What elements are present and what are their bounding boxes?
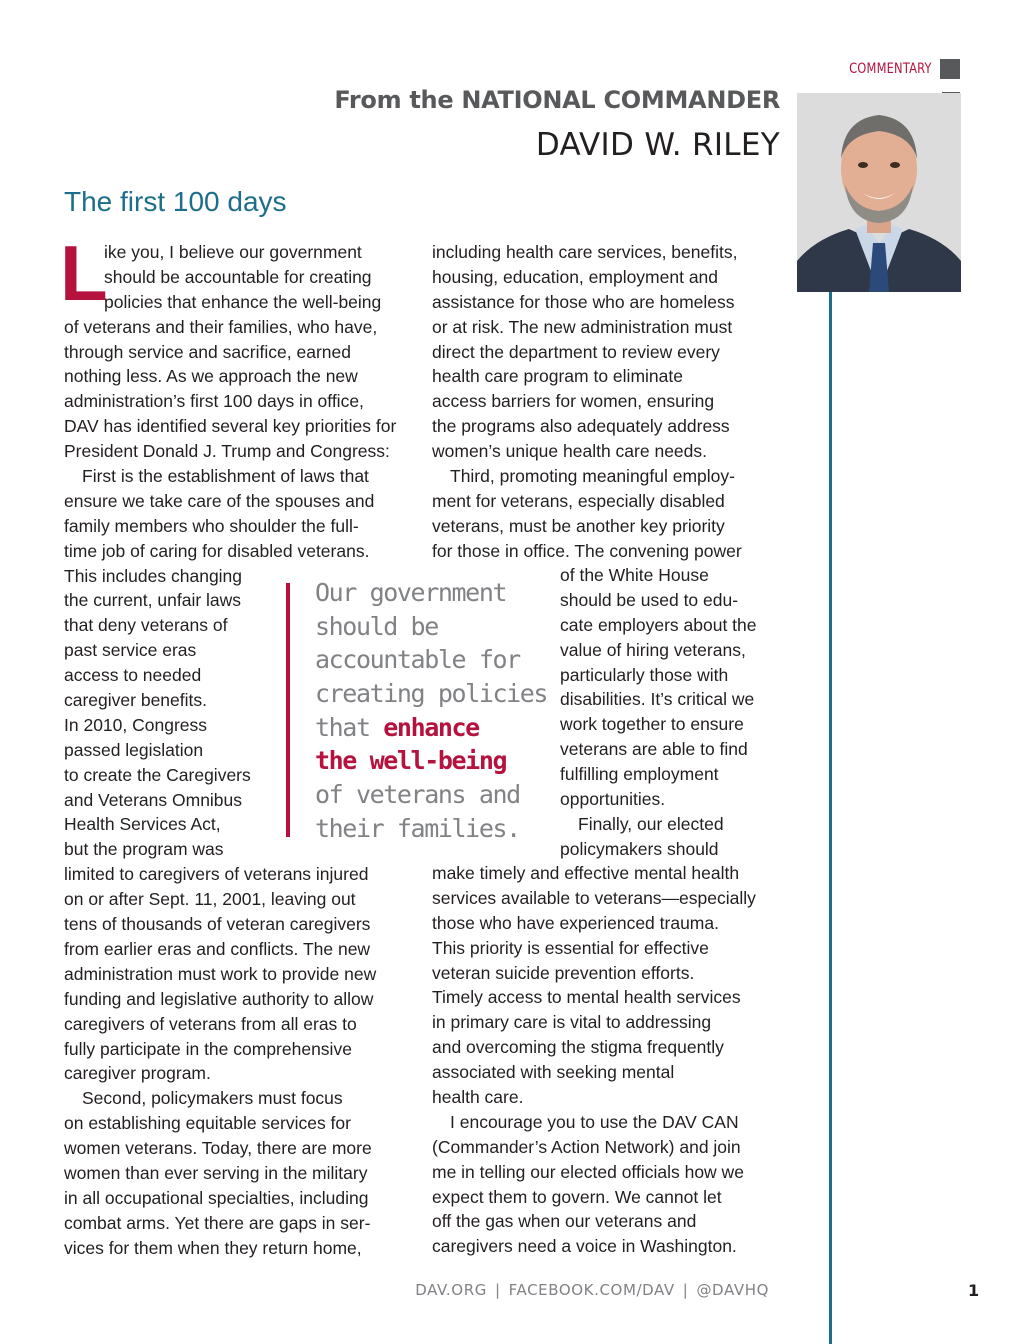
author-photo bbox=[797, 93, 961, 292]
text-line: Finally, our elected bbox=[578, 813, 724, 834]
text-line: ensure we take care of the spouses and bbox=[64, 490, 375, 511]
pull-quote-highlight: the well-being bbox=[315, 746, 507, 776]
text-line: make timely and effective mental health bbox=[432, 863, 740, 883]
footer-twitter-link[interactable]: @DAVHQ bbox=[696, 1281, 769, 1299]
text-line: particularly those with bbox=[560, 664, 729, 685]
text-line: women veterans. Today, there are more bbox=[64, 1138, 372, 1159]
text-line: vices for them when they return home, bbox=[64, 1237, 362, 1258]
text-line: should be used to edu- bbox=[560, 589, 739, 610]
text-line: ike you, I believe our government bbox=[104, 242, 362, 262]
text-line: opportunities. bbox=[560, 789, 666, 810]
text-line: on or after Sept. 11, 2001, leaving out bbox=[64, 889, 356, 910]
text-line: from earlier eras and conflicts. The new bbox=[64, 938, 371, 959]
text-line: caregivers need a voice in Washington. bbox=[432, 1236, 737, 1257]
text-line: President Donald J. Trump and Congress: bbox=[64, 441, 390, 462]
text-line: tens of thousands of veteran caregivers bbox=[64, 914, 371, 935]
pull-quote-text: that bbox=[315, 712, 384, 742]
text-line: and overcoming the stigma frequently bbox=[432, 1037, 724, 1058]
text-line: funding and legislative authority to allow bbox=[64, 988, 374, 1009]
text-line: but the program was bbox=[64, 839, 224, 860]
pull-quote-line: creating policies bbox=[315, 679, 548, 709]
text-line: should be accountable for creating bbox=[104, 266, 372, 287]
column-rule bbox=[829, 292, 832, 1344]
article-column-2-bottom bbox=[432, 861, 756, 1259]
text-line: in primary care is vital to addressing bbox=[432, 1012, 712, 1033]
text-line: family members who shoulder the full- bbox=[64, 515, 359, 536]
text-line: value of hiring veterans, bbox=[560, 639, 746, 660]
text-line: time job of caring for disabled veterans. bbox=[64, 540, 370, 561]
text-line: off the gas when our veterans and bbox=[432, 1211, 697, 1232]
text-line: This includes changing bbox=[64, 565, 243, 586]
text-line: past service eras bbox=[64, 640, 197, 661]
text-line: passed legislation bbox=[64, 739, 204, 760]
text-line: First is the establishment of laws that bbox=[82, 466, 369, 487]
text-line: policymakers should bbox=[560, 838, 719, 859]
text-line: veteran suicide prevention efforts. bbox=[432, 962, 695, 983]
text-line: limited to caregivers of veterans injured bbox=[64, 864, 369, 885]
text-line: associated with seeking mental bbox=[432, 1062, 675, 1083]
pull-quote-bar bbox=[286, 583, 290, 837]
text-line: including health care services, benefits, bbox=[432, 242, 738, 262]
text-line: those who have experienced trauma. bbox=[432, 912, 719, 933]
text-line: assistance for those who are homeless bbox=[432, 291, 735, 312]
article-column-2-narrow bbox=[560, 563, 757, 862]
text-line: or at risk. The new administration must bbox=[432, 316, 733, 337]
text-line: ment for veterans, especially disabled bbox=[432, 490, 725, 511]
text-line: Third, promoting meaningful employ- bbox=[450, 466, 735, 487]
text-line: health care. bbox=[432, 1087, 524, 1108]
text-line: to create the Caregivers bbox=[64, 764, 251, 785]
footer-site-link[interactable]: DAV.ORG bbox=[415, 1281, 487, 1299]
text-line: work together to ensure bbox=[560, 714, 744, 735]
text-line: housing, education, employment and bbox=[432, 266, 719, 287]
text-line: expect them to govern. We cannot let bbox=[432, 1186, 722, 1207]
text-line: cate employers about the bbox=[560, 614, 757, 635]
text-line: the programs also adequately address bbox=[432, 416, 730, 437]
text-line: administration must work to provide new bbox=[64, 963, 377, 984]
text-line: caregiver program. bbox=[64, 1063, 211, 1084]
text-line: administration’s first 100 days in office, bbox=[64, 391, 364, 412]
text-line: veterans, must be another key priority bbox=[432, 515, 725, 536]
text-line: combat arms. Yet there are gaps in ser- bbox=[64, 1212, 371, 1233]
author-byline: DAVID W. RILEY bbox=[535, 127, 780, 163]
article-column-2 bbox=[432, 240, 742, 564]
text-line: for those in office. The convening power bbox=[432, 540, 742, 561]
text-line: the current, unfair laws bbox=[64, 590, 242, 611]
pull-quote-highlight: enhance bbox=[383, 712, 479, 742]
text-line: women than ever serving in the military bbox=[64, 1162, 368, 1183]
pull-quote-line: their families. bbox=[315, 813, 520, 843]
text-line: direct the department to review every bbox=[432, 341, 720, 362]
section-label: COMMENTARY bbox=[849, 61, 932, 77]
text-line: caregiver benefits. bbox=[64, 690, 207, 711]
pull-quote-line: accountable for bbox=[315, 645, 520, 675]
text-line: Second, policymakers must focus bbox=[82, 1088, 343, 1109]
text-line: access to needed bbox=[64, 665, 202, 686]
text-line: of veterans and their families, who have, bbox=[64, 316, 378, 337]
pull-quote bbox=[315, 576, 547, 846]
text-line: Timely access to mental health services bbox=[432, 987, 741, 1008]
text-line: In 2010, Congress bbox=[64, 714, 208, 735]
text-line: in all occupational specialties, including bbox=[64, 1187, 369, 1208]
text-line: through service and sacrifice, earned bbox=[64, 341, 351, 362]
text-line: that deny veterans of bbox=[64, 615, 228, 636]
text-line: of the White House bbox=[560, 565, 709, 585]
text-line: services available to veterans—especially bbox=[432, 887, 756, 908]
pull-quote-line: Our government bbox=[315, 578, 507, 607]
text-line: me in telling our elected officials how we bbox=[432, 1161, 744, 1182]
text-line: health care program to eliminate bbox=[432, 366, 683, 387]
text-line: women’s unique health care needs. bbox=[432, 441, 708, 462]
footer-facebook-link[interactable]: FACEBOOK.COM/DAV bbox=[508, 1281, 675, 1299]
text-line: fully participate in the comprehensive bbox=[64, 1038, 352, 1059]
text-line: and Veterans Omnibus bbox=[64, 789, 243, 810]
text-line: This priority is essential for effective bbox=[432, 937, 709, 958]
page-number: 1 bbox=[968, 1281, 980, 1300]
text-line: I encourage you to use the DAV CAN bbox=[450, 1111, 739, 1132]
footer-divider: | bbox=[682, 1281, 689, 1299]
text-line: fulfilling employment bbox=[560, 764, 719, 785]
text-line: DAV has identified several key priorities for bbox=[64, 416, 397, 437]
text-line: caregivers of veterans from all eras to bbox=[64, 1013, 357, 1034]
text-line: on establishing equitable services for bbox=[64, 1113, 351, 1134]
page-footer bbox=[415, 1281, 769, 1299]
text-line: policies that enhance the well-being bbox=[104, 291, 382, 312]
pull-quote-line bbox=[315, 711, 547, 745]
section-marker bbox=[940, 59, 960, 79]
pull-quote-line: should be bbox=[315, 611, 438, 641]
footer-divider: | bbox=[494, 1281, 501, 1299]
article-headline: The first 100 days bbox=[64, 186, 287, 217]
column-kicker: From the NATIONAL COMMANDER bbox=[334, 86, 780, 114]
text-line: Health Services Act, bbox=[64, 814, 221, 835]
pull-quote-line: of veterans and bbox=[315, 780, 520, 810]
text-line: disabilities. It’s critical we bbox=[560, 689, 755, 710]
text-line: nothing less. As we approach the new bbox=[64, 366, 358, 387]
text-line: veterans are able to find bbox=[560, 739, 748, 760]
drop-cap: L bbox=[60, 229, 108, 317]
text-line: (Commander’s Action Network) and join bbox=[432, 1136, 741, 1157]
text-line: access barriers for women, ensuring bbox=[432, 391, 715, 412]
